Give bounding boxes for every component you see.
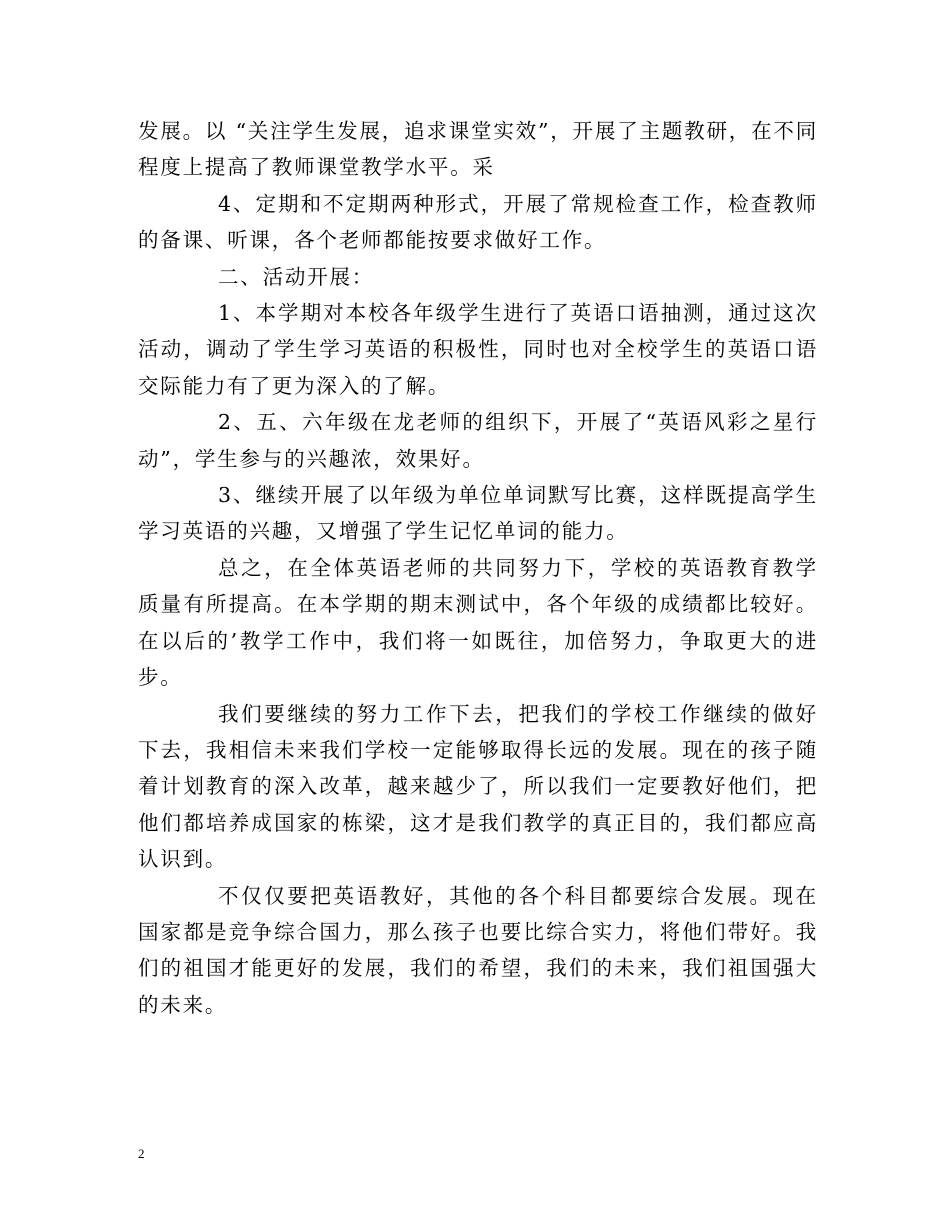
paragraph-all-subjects: 不仅仅要把英语教好，其他的各个科目都要综合发展。现在国家都是竞争综合国力，那么孩子也要比综合实力，将他们带好。我们的祖国才能更好的发展，我们的希望，我们的未来，我们祖国强大的未来。 [138,883,818,1017]
page-number: 2 [138,1146,145,1161]
paragraph-continuation: 发展。以 “关注学生发展，追求课堂实效”，开展了主题教研，在不同程度上提高了教师课堂教学水平。采 [138,119,818,180]
paragraph-activity-3: 3、继续开展了以年级为单位单词默写比赛，这样既提高学生学习英语的兴趣，又增强了学生记忆单词的能力。 [138,483,818,544]
section-heading-activities: 二、活动开展： [218,264,375,289]
paragraph-activity-1: 1、本学期对本校各年级学生进行了英语口语抽测，通过这次活动，调动了学生学习英语的积极性，同时也对全校学生的英语口语交际能力有了更为深入的了解。 [138,301,818,398]
body-text [138,113,818,1023]
paragraph-summary: 总之，在全体英语老师的共同努力下，学校的英语教育教学质量有所提高。在本学期的期末测试中，各个年级的成绩都比较好。在以后的’教学工作中，我们将一如既往，加倍努力，争取更大的进步。 [138,555,818,690]
paragraph-activity-2: 2、五、六年级在龙老师的组织下，开展了“英语风彩之星行动”，学生参与的兴趣浓，效果好。 [138,410,818,471]
paragraph-item-4: 4、定期和不定期两种形式，开展了常规检查工作，检查教师的备课、听课，各个老师都能按要求做好工作。 [138,191,818,253]
paragraph-continue-work: 我们要继续的努力工作下去，把我们的学校工作继续的做好下去，我相信未来我们学校一定能够取得长远的发展。现在的孩子随着计划教育的深入改革，越来越少了，所以我们一定要教好他们，把他们都培养成国家的栋梁，这才是我们教学的真正目的，我们都应高认识到。 [138,701,818,872]
